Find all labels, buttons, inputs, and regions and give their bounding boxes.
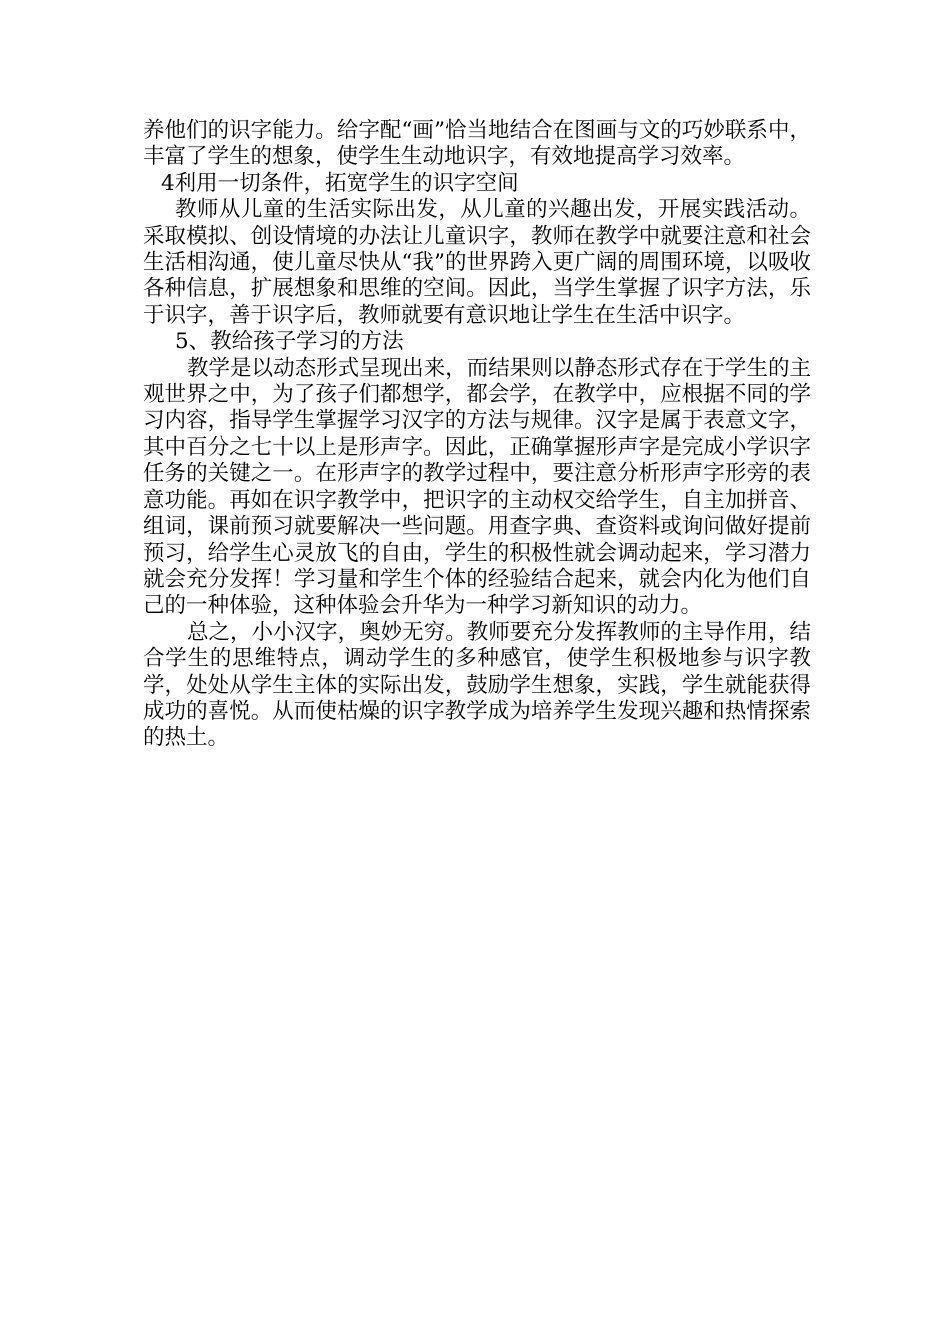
document-body	[143, 118, 811, 752]
paragraph-conclusion: 总之，小小汉字，奥妙无穷。教师要充分发挥教师的主导作用，结合学生的思维特点，调动学生的多种感官，使学生积极地参与识字教学，处处从学生主体的实际出发，鼓励学生想象，实践，学生就能获得成功的喜悦。从而使枯燥的识字教学成为培养学生发现兴趣和热情探索的热土。	[143, 619, 811, 751]
section-heading-4: 4利用一切条件，拓宽学生的识字空间	[161, 170, 519, 196]
paragraph-continuation: 养他们的识字能力。给字配“画”恰当地结合在图画与文的巧妙联系中，丰富了学生的想象，使学生生动地识字，有效地提高学习效率。	[143, 118, 811, 170]
section-heading-5: 5、教给孩子学习的方法	[175, 329, 404, 355]
paragraph-section-5: 教学是以动态形式呈现出来，而结果则以静态形式存在于学生的主观世界之中，为了孩子们都想学，都会学，在教学中，应根据不同的学习内容，指导学生掌握学习汉字的方法与规律。汉字是属于表意文字，其中百分之七十以上是形声字。因此，正确掌握形声字是完成小学识字任务的关键之一。在形声字的教学过程中，要注意分析形声字形旁的表意功能。再如在识字教学中，把识字的主动权交给学生，自主加拼音、组词，课前预习就要解决一些问题。用查字典、查资料或询问做好提前预习，给学生心灵放飞的自由，学生的积极性就会调动起来，学习潜力就会充分发挥！学习量和学生个体的经验结合起来，就会内化为他们自己的一种体验，这种体验会升华为一种学习新知识的动力。	[143, 355, 811, 619]
paragraph-section-4: 教师从儿童的生活实际出发，从儿童的兴趣出发，开展实践活动。采取模拟、创设情境的办法让儿童识字，教师在教学中就要注意和社会生活相沟通，使儿童尽快从“我”的世界跨入更广阔的周围环境，以吸收各种信息，扩展想象和思维的空间。因此，当学生掌握了识字方法，乐于识字，善于识字后，教师就要有意识地让学生在生活中识字。	[143, 197, 811, 328]
